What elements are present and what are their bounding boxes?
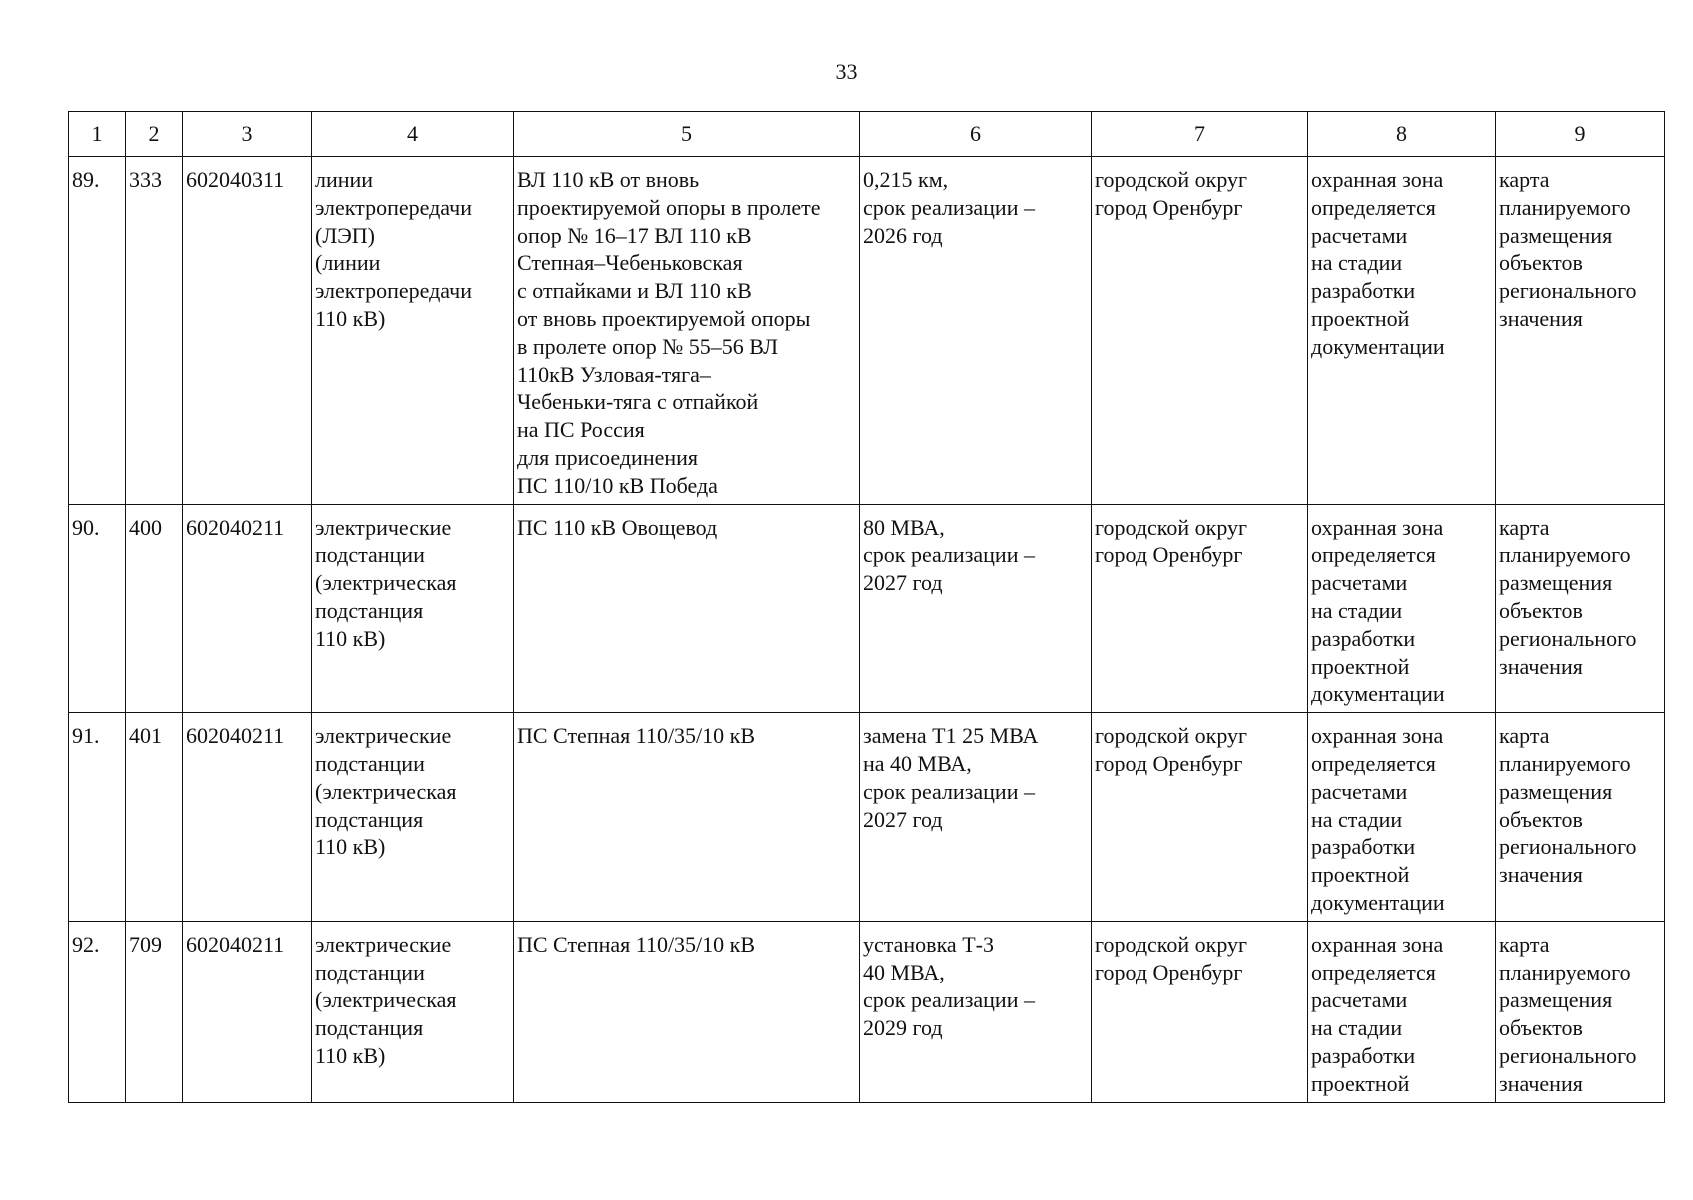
object-name-cell <box>514 157 860 505</box>
zone-line: проектной <box>1311 653 1410 679</box>
location-cell <box>1092 504 1308 713</box>
object-type-line: (электрическая <box>315 570 457 596</box>
object-parameters-line: 2029 год <box>863 1015 943 1041</box>
object-parameters-line: 80 МВА, <box>863 514 945 540</box>
map-reference-line: значения <box>1499 305 1583 331</box>
object-type-line: электрические <box>315 931 452 957</box>
row-number-cell: 91. <box>69 713 126 922</box>
column-header: 2 <box>126 112 183 157</box>
object-parameters-line: 40 МВА, <box>863 959 945 985</box>
location-line: городской округ <box>1095 167 1248 192</box>
column-header: 8 <box>1308 112 1496 157</box>
location-line: городской округ <box>1095 723 1248 749</box>
row-number-cell: 90. <box>69 504 126 713</box>
location-cell <box>1092 713 1308 922</box>
object-parameters-line: срок реализации – <box>863 542 1035 568</box>
map-reference-line: значения <box>1499 862 1583 888</box>
object-parameters-cell <box>860 713 1092 922</box>
object-name-line: ПС 110/10 кВ Победа <box>517 472 718 498</box>
object-name-line: для присоединения <box>517 444 699 470</box>
zone-cell <box>1308 504 1496 713</box>
map-reference-line: объектов <box>1499 1015 1583 1041</box>
object-parameters-line: срок реализации – <box>863 778 1035 804</box>
map-reference-line: размещения <box>1499 778 1613 804</box>
table-row <box>69 504 1665 713</box>
location-line: городской округ <box>1095 514 1248 540</box>
table-row <box>69 713 1665 922</box>
object-type-line: (электрическая <box>315 778 457 804</box>
location-line: город Оренбург <box>1095 959 1243 985</box>
object-name-line: на ПС Россия <box>517 417 645 443</box>
object-parameters-line: 0,215 км, <box>863 167 949 192</box>
map-reference-line: размещения <box>1499 222 1613 248</box>
object-name-line: ПС Степная 110/35/10 кВ <box>517 723 756 749</box>
object-name-line: ПС Степная 110/35/10 кВ <box>517 931 756 957</box>
object-id-cell: 400 <box>126 504 183 713</box>
object-parameters-cell <box>860 157 1092 505</box>
object-type-line: (ЛЭП) <box>315 222 375 248</box>
object-parameters-line: 2026 год <box>863 222 943 248</box>
zone-line: охранная зона <box>1311 723 1444 749</box>
object-name-line: в пролете опор № 55–56 ВЛ <box>517 333 779 359</box>
zone-line: определяется <box>1311 959 1436 985</box>
object-type-line: линии <box>315 167 374 192</box>
zone-line: документации <box>1311 681 1445 707</box>
column-header: 9 <box>1496 112 1665 157</box>
location-line: город Оренбург <box>1095 194 1243 220</box>
zone-line: расчетами <box>1311 778 1408 804</box>
table-row <box>69 157 1665 505</box>
object-type-line: подстанция <box>315 1015 424 1041</box>
page-number: 33 <box>835 59 858 84</box>
map-reference-line: размещения <box>1499 570 1613 596</box>
object-type-cell <box>312 504 514 713</box>
object-type-line: электрические <box>315 514 452 540</box>
object-parameters-line: замена Т1 25 МВА <box>863 723 1039 749</box>
zone-line: определяется <box>1311 542 1436 568</box>
zone-line: расчетами <box>1311 570 1408 596</box>
object-parameters-cell <box>860 504 1092 713</box>
object-name-cell <box>514 921 860 1102</box>
objects-table <box>68 111 1665 1103</box>
zone-cell <box>1308 921 1496 1102</box>
map-reference-line: регионального <box>1499 834 1637 860</box>
object-name-line: ВЛ 110 кВ от вновь <box>517 167 700 192</box>
object-parameters-line: установка Т-3 <box>863 931 994 957</box>
zone-line: документации <box>1311 333 1445 359</box>
zone-line: определяется <box>1311 750 1436 776</box>
zone-line: охранная зона <box>1311 931 1444 957</box>
object-type-line: (линии <box>315 250 381 276</box>
map-reference-line: планируемого <box>1499 194 1631 220</box>
object-id-cell: 333 <box>126 157 183 505</box>
zone-line: документации <box>1311 889 1445 915</box>
object-type-line: подстанции <box>315 750 425 776</box>
column-number-row <box>69 112 1665 157</box>
zone-cell <box>1308 713 1496 922</box>
object-type-line: (электрическая <box>315 987 457 1013</box>
object-code-cell: 602040211 <box>183 921 312 1102</box>
row-number-cell: 89. <box>69 157 126 505</box>
object-type-line: подстанция <box>315 806 424 832</box>
map-reference-line: регионального <box>1499 625 1637 651</box>
zone-line: на стадии <box>1311 1015 1403 1041</box>
object-type-line: подстанции <box>315 542 425 568</box>
map-reference-line: планируемого <box>1499 542 1631 568</box>
location-cell <box>1092 157 1308 505</box>
object-type-line: подстанции <box>315 959 425 985</box>
zone-line: на стадии <box>1311 250 1403 276</box>
object-code-cell: 602040211 <box>183 713 312 922</box>
zone-line: определяется <box>1311 194 1436 220</box>
object-type-cell <box>312 713 514 922</box>
map-reference-line: объектов <box>1499 806 1583 832</box>
object-parameters-line: на 40 МВА, <box>863 750 972 776</box>
object-name-line: Чебеньки-тяга с отпайкой <box>517 389 759 415</box>
map-reference-cell <box>1496 504 1665 713</box>
object-name-line: проектируемой опоры в пролете <box>517 194 821 220</box>
map-reference-line: карта <box>1499 514 1550 540</box>
column-header: 7 <box>1092 112 1308 157</box>
location-line: город Оренбург <box>1095 750 1243 776</box>
zone-line: проектной <box>1311 1070 1410 1096</box>
column-header: 4 <box>312 112 514 157</box>
object-parameters-line: 2027 год <box>863 570 943 596</box>
map-reference-line: объектов <box>1499 597 1583 623</box>
map-reference-cell <box>1496 713 1665 922</box>
object-type-line: электропередачи <box>315 194 472 220</box>
map-reference-line: планируемого <box>1499 959 1631 985</box>
object-parameters-line: срок реализации – <box>863 987 1035 1013</box>
object-type-line: 110 кВ) <box>315 625 386 651</box>
object-name-cell <box>514 713 860 922</box>
zone-line: охранная зона <box>1311 167 1444 192</box>
map-reference-line: планируемого <box>1499 750 1631 776</box>
object-type-line: электропередачи <box>315 278 472 304</box>
object-id-cell: 709 <box>126 921 183 1102</box>
object-type-line: 110 кВ) <box>315 834 386 860</box>
object-parameters-cell <box>860 921 1092 1102</box>
object-type-line: электрические <box>315 723 452 749</box>
object-parameters-line: срок реализации – <box>863 194 1035 220</box>
object-name-line: от вновь проектируемой опоры <box>517 305 811 331</box>
map-reference-line: объектов <box>1499 250 1583 276</box>
object-name-line: с отпайками и ВЛ 110 кВ <box>517 278 752 304</box>
object-type-cell <box>312 157 514 505</box>
zone-line: разработки <box>1311 834 1416 860</box>
map-reference-line: регионального <box>1499 1042 1637 1068</box>
map-reference-cell <box>1496 157 1665 505</box>
map-reference-line: карта <box>1499 167 1550 192</box>
zone-line: проектной <box>1311 862 1410 888</box>
zone-line: разработки <box>1311 278 1416 304</box>
map-reference-line: карта <box>1499 723 1550 749</box>
zone-line: разработки <box>1311 1042 1416 1068</box>
map-reference-line: значения <box>1499 1070 1583 1096</box>
zone-line: расчетами <box>1311 987 1408 1013</box>
map-reference-line: регионального <box>1499 278 1637 304</box>
object-code-cell: 602040211 <box>183 504 312 713</box>
object-name-line: опор № 16–17 ВЛ 110 кВ <box>517 222 752 248</box>
object-name-line: ПС 110 кВ Овощевод <box>517 514 718 540</box>
zone-line: на стадии <box>1311 806 1403 832</box>
object-name-cell <box>514 504 860 713</box>
column-header: 3 <box>183 112 312 157</box>
column-header: 6 <box>860 112 1092 157</box>
location-cell <box>1092 921 1308 1102</box>
map-reference-line: значения <box>1499 653 1583 679</box>
object-code-cell: 602040311 <box>183 157 312 505</box>
map-reference-cell <box>1496 921 1665 1102</box>
zone-line: на стадии <box>1311 597 1403 623</box>
object-name-line: 110кВ Узловая-тяга– <box>517 361 711 387</box>
map-reference-line: карта <box>1499 931 1550 957</box>
row-number-cell: 92. <box>69 921 126 1102</box>
location-line: город Оренбург <box>1095 542 1243 568</box>
zone-line: разработки <box>1311 625 1416 651</box>
object-id-cell: 401 <box>126 713 183 922</box>
zone-cell <box>1308 157 1496 505</box>
object-type-cell <box>312 921 514 1102</box>
object-type-line: 110 кВ) <box>315 305 386 331</box>
zone-line: проектной <box>1311 305 1410 331</box>
object-name-line: Степная–Чебеньковская <box>517 250 743 276</box>
zone-line: охранная зона <box>1311 514 1444 540</box>
map-reference-line: размещения <box>1499 987 1613 1013</box>
zone-line: расчетами <box>1311 222 1408 248</box>
column-header: 1 <box>69 112 126 157</box>
table-row <box>69 921 1665 1102</box>
object-parameters-line: 2027 год <box>863 806 943 832</box>
column-header: 5 <box>514 112 860 157</box>
location-line: городской округ <box>1095 931 1248 957</box>
object-type-line: 110 кВ) <box>315 1042 386 1068</box>
object-type-line: подстанция <box>315 597 424 623</box>
